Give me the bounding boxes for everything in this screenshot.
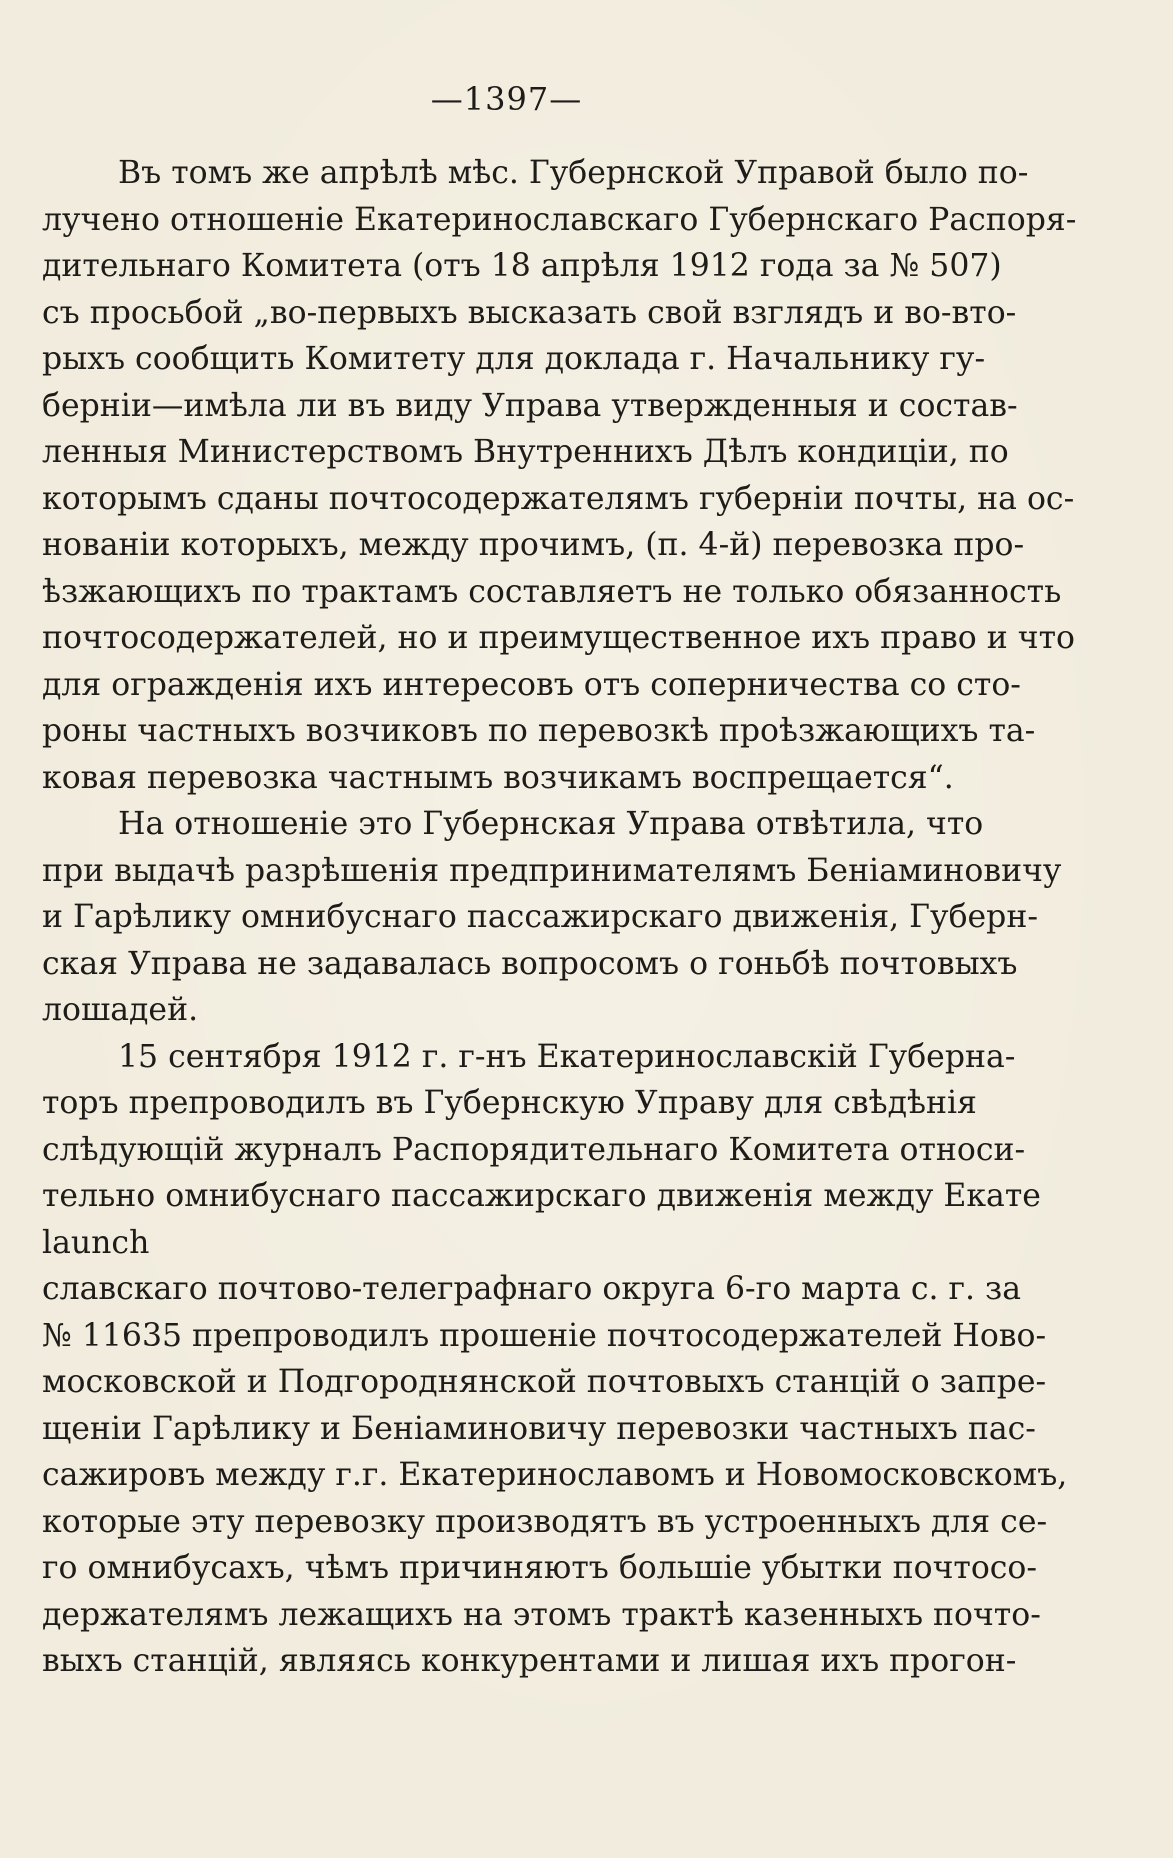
page-number: —1397—	[430, 80, 583, 118]
text-line: выхъ станцій, являясь конкурентами и лишая ихъ прогон-	[42, 1643, 1017, 1679]
text-line: при выдачѣ разрѣшенія предпринимателямъ Беніаминовичу	[42, 852, 1062, 889]
text-line: Въ томъ же апрѣлѣ мѣс. Губернской Управой было по-	[118, 155, 1029, 191]
text-line: роны частныхъ возчиковъ по перевозкѣ проѣзжающихъ та-	[42, 713, 1036, 749]
text-line: 15 сентября 1912 г. г-нъ Екатеринославскій Губерна-	[118, 1038, 1016, 1075]
text-line: торъ препроводилъ въ Губернскую Управу для свѣдѣнія	[42, 1085, 977, 1121]
text-line: которые эту перевозку производятъ въ устроенныхъ для се-	[42, 1503, 1048, 1540]
text-line: славскаго почтово-телеграфнаго округа 6-го марта с. г. за	[42, 1271, 1021, 1307]
text-line: берніи—имѣла ли въ виду Управа утвержденныя и состав-	[42, 387, 1018, 424]
text-line: рыхъ сообщить Комитету для доклада г. Начальнику гу-	[42, 341, 986, 377]
text-line: сажировъ между г.г. Екатеринославомъ и Новомосковскомъ,	[42, 1457, 1068, 1493]
text-line: № 11635 препроводилъ прошеніе почтосодержателей Ново-	[42, 1317, 1047, 1354]
text-line: launch	[42, 1224, 150, 1261]
text-line: съ просьбой „во-первыхъ высказать свой взглядъ и во-вто-	[42, 294, 1017, 331]
text-line: нованіи которыхъ, между прочимъ, (п. 4-й) перевозка про-	[42, 527, 1025, 563]
text-line: На отношеніе это Губернская Управа отвѣтила, что	[118, 806, 984, 842]
text-line: слѣдующій журналъ Распорядительнаго Комитета относи-	[42, 1131, 1026, 1168]
text-line: московской и Подгороднянской почтовыхъ станцій о запре-	[42, 1364, 1047, 1400]
text-line: ѣзжающихъ по трактамъ составляетъ не только обязанность	[42, 573, 1062, 610]
text-line: щеніи Гарѣлику и Беніаминовичу перевозки частныхъ пас-	[42, 1410, 1036, 1447]
text-line: ская Управа не задавалась вопросомъ о гоньбѣ почтовыхъ	[42, 945, 1018, 982]
text-line: держателямъ лежащихъ на этомъ трактѣ казенныхъ почто-	[42, 1596, 1041, 1633]
text-line: почтосодержателей, но и преимущественное ихъ право и что	[42, 620, 1075, 656]
text-line: и Гарѣлику омнибуснаго пассажирскаго движенія, Губерн-	[42, 899, 1038, 935]
text-line: для огражденія ихъ интересовъ отъ соперничества со сто-	[42, 666, 1021, 703]
text-line: лошадей.	[42, 992, 199, 1028]
text-line: которымъ сданы почтосодержателямъ губерніи почты, на ос-	[42, 480, 1075, 517]
text-line: тельно омнибуснаго пассажирскаго движенія между Екате	[42, 1178, 1041, 1214]
text-line: ленныя Министерствомъ Внутреннихъ Дѣлъ кондиціи, по	[42, 434, 1009, 470]
text-line: лучено отношеніе Екатеринославскаго Губернскаго Распоря-	[42, 201, 1077, 238]
body-text	[42, 150, 1077, 1685]
text-line: дительнаго Комитета (отъ 18 апрѣля 1912 года за № 507)	[42, 248, 1002, 284]
text-line: го омнибусахъ, чѣмъ причиняютъ большіе убытки почтосо-	[42, 1550, 1038, 1586]
text-line: ковая перевозка частнымъ возчикамъ воспрещается“.	[42, 759, 954, 796]
